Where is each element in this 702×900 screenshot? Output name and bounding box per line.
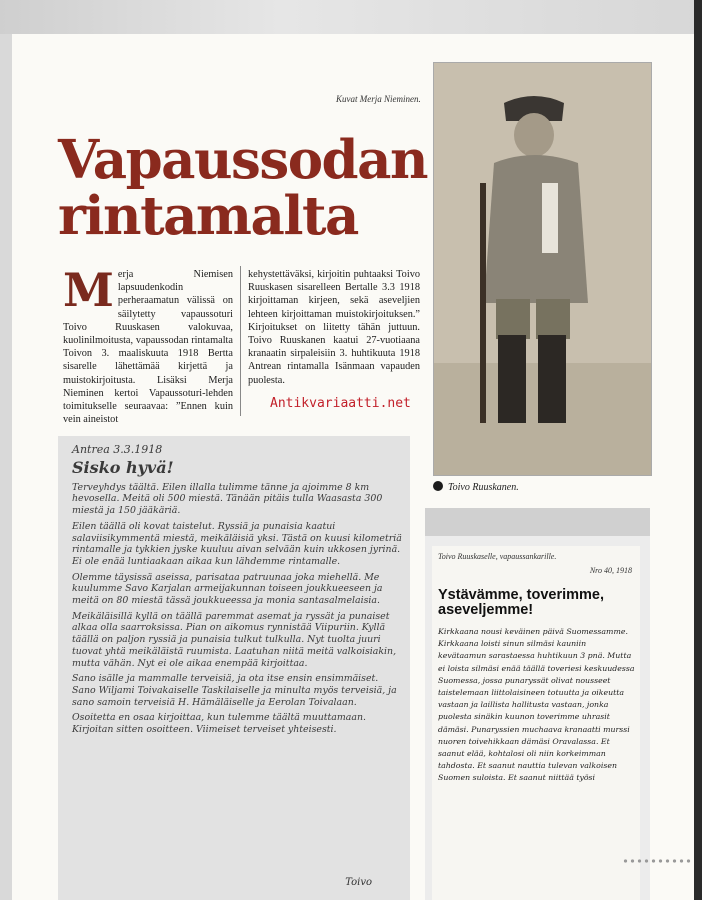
sidebox-tab bbox=[425, 508, 650, 536]
letter-date: Antrea 3.3.1918 bbox=[72, 443, 163, 456]
letter-paragraph: Sano isälle ja mammalle terveisiä, ja ota itse ensin ensimmäiset. Sano Wiljami Toivakaiselle Taskilaiselle ja minulta myös terveisiä, ja sano samoin terveisiä H. Hämäläiselle ja Eerolan Toivalaan. bbox=[72, 673, 397, 708]
letter-greeting: Sisko hyvä! bbox=[72, 457, 174, 477]
intro-text-1: erja Niemisen lapsuudenkodin perheraamatun välissä on säilytetty vapaussoturi Toivo Ruuskasen valokuvaa, kuolinilmoitusta, vapaussodan rintamalta Toivon 3. maaliskuuta 1918 Bertta sisarelle lähettämää kirjettä ja muistokirjoitusta. Lisäksi Merja Nieminen kertoi Vapaussoturi-lehden toimitukselle seuraavaa: ”Ennen kuin vein aineistot bbox=[63, 269, 233, 426]
title-line-1: Vapaussodan bbox=[58, 129, 427, 191]
letter-paragraph: Eilen täällä oli kovat taistelut. Ryssiä ja punaisia kaatui salaviisikymmentä miestä, meikäläisiä yksi. Tästä on kuusi kilometriä rintamalle ja tykkien jyske kuuluu aivan selvään kuin ukkosen jyrinä. Ei ole enää luntiaakaan aikaa kun lähdemme rintamalle. bbox=[72, 520, 402, 567]
watermark: Antikvariaatti.net bbox=[270, 396, 411, 411]
article-title bbox=[58, 129, 427, 247]
drop-cap: M bbox=[63, 263, 114, 317]
portrait-photo bbox=[433, 62, 652, 476]
camera-icon bbox=[433, 481, 443, 491]
letter-paragraph: Olemme täysissä aseissa, parisataa patruunaa joka miehellä. Me kuulumme Savo Karjalan armeijakunnan toiseen joukkueeseen ja meitä on 80 miestä tässä joukkueessa ja monia santasalmelaisia. bbox=[72, 571, 383, 607]
column-divider bbox=[240, 266, 241, 416]
top-page-band bbox=[0, 0, 702, 34]
letter-paragraph: Terveyhdys täältä. Eilen illalla tulimme tänne ja ajoimme 8 km hevosella. Meitä oli 500 miestä. Tänään pitäis tulla Waasasta 300 miestä ja 150 jääkäriä. bbox=[72, 481, 383, 517]
sidebox-text: Kirkkaana nousi keväinen päivä Suomessamme. Kirkkaana loisti sinun silmäsi kauniin kevätaamun sarastaessa huhtikuun 3 pnä. Mutta ei loista silmäsi enää täällä toveriesi keskuudessa Suomessa, jossa punaryssät olivat nousseet taistelemaan liittolaisineen totuutta ja oikeutta vastaan ja laillista hallitusta vastaan, jonka puolesta sinäkin kuunon toverimme uhrasit dämäsi. Punaryssien muchaava kranaatti murssi nuoren toivehikkaan dämäsi Oravalassa. Et saanut elää, kohtalosi oli niin korkeimman tahdosta. Et saanut nauttia tulevan valkoisen Suomen suloista. Et saanut niittää työsi bbox=[438, 627, 635, 783]
binding-edge bbox=[694, 0, 702, 900]
title-line-2: rintamalta bbox=[58, 185, 358, 247]
soldier-figure bbox=[434, 63, 651, 475]
letter-facsimile bbox=[58, 436, 410, 900]
sidebox-paper bbox=[432, 546, 640, 900]
letter-paragraph: Osoitetta en osaa kirjoittaa, kun tulemme täältä muuttamaan. Kirjoitan sitten osoitteen. Viimeiset terveiset yhteisesti. bbox=[72, 712, 366, 736]
caption-text: Toivo Ruuskanen. bbox=[448, 482, 519, 493]
letter-text bbox=[72, 444, 402, 740]
photo-caption bbox=[433, 481, 519, 493]
photo-credit: Kuvat Merja Nieminen. bbox=[336, 94, 421, 104]
letter-paragraph: Meikäläisillä kyllä on täällä paremmat asemat ja ryssät ja punaiset alkaa olla saarroksissa. Pian on aikomus rynnistää Viipuriin. Kyllä täällä on paljon ryssiä ja punaisia tulkut tulkulla. Nyt tuolta juuri tuovat yhtä meikäläistä ruumista. Laatuhan niitä meitä valkoisiakin, mutta vähän. Nyt ei ole aikaa enempää kirjoittaa. bbox=[72, 610, 397, 669]
memorial-sidebox bbox=[425, 508, 650, 900]
sidebox-headline: Ystävämme, toverimme, aseveljemme! bbox=[438, 587, 605, 618]
sidebox-header: Toivo Ruuskaselle, vapaussankarille. bbox=[438, 552, 557, 561]
letter-signature: Toivo bbox=[345, 877, 372, 888]
dotted-ornament bbox=[622, 858, 692, 864]
page-edge-strip bbox=[0, 34, 12, 900]
intro-column-2: kehystettäväksi, kirjoitin puhtaaksi Toivo Ruuskasen sisarelleen Bertalle 3.3 1918 kirjoittaman kirjeen, sekä aseveljien lehteen kirjoittaman muistokirjoituksen.” Kirjoitukset on liitetty tähän juttuun. Toivo Ruuskanen kaatui 27-vuotiaana kranaatin sirpaleisiin 3. huhtikuuta 1918 Antrean rintamalla Isänmaan vapauden puolesta. bbox=[248, 269, 420, 386]
sidebox-number: Nro 40, 1918 bbox=[589, 566, 632, 575]
intro-column-1 bbox=[63, 263, 233, 426]
